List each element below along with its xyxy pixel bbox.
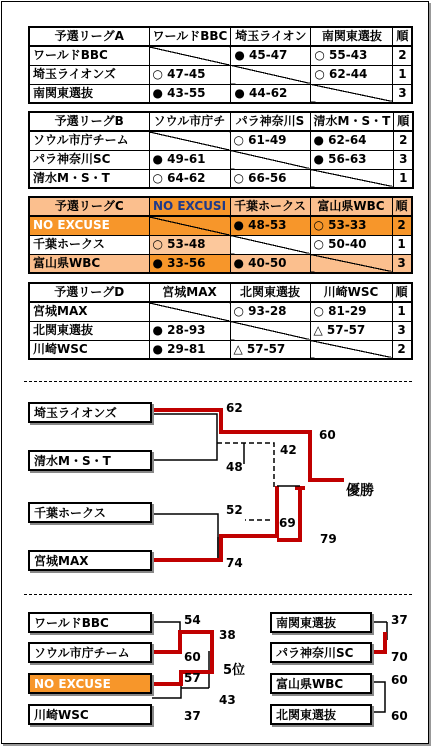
score: 48 bbox=[226, 460, 243, 474]
fifth-team-box: ワールドBBC bbox=[28, 612, 152, 633]
fifth-team-box: ソウル市庁チーム bbox=[28, 642, 152, 663]
fifth-team-box: NO EXCUSE bbox=[28, 673, 152, 694]
score: 60 bbox=[184, 650, 201, 664]
score: 38 bbox=[219, 628, 236, 642]
result-cell: △ 57-57 bbox=[310, 321, 392, 340]
team-name: 北関東選抜 bbox=[29, 321, 149, 340]
result-cell: ● 56-63 bbox=[310, 150, 394, 169]
team-name: パラ神奈川SC bbox=[29, 150, 149, 169]
result-cell: ○ 93-28 bbox=[230, 302, 310, 321]
col-header: 南関東選抜 bbox=[311, 27, 393, 46]
score: 69 bbox=[279, 516, 296, 530]
team-name: 千葉ホークス bbox=[29, 235, 149, 254]
result-cell: ○ 64-62 bbox=[149, 169, 230, 188]
other-team-box: 富山県WBC bbox=[270, 673, 372, 694]
final-team-box: 埼玉ライオンズ bbox=[28, 402, 152, 423]
other-team-box: 北関東選抜 bbox=[270, 704, 372, 725]
fifth-team-box: 川崎WSC bbox=[28, 704, 152, 725]
result-cell: ○ 61-49 bbox=[230, 131, 310, 150]
result-cell: ○ 66-56 bbox=[230, 169, 310, 188]
col-header: パラ神奈川S bbox=[230, 112, 310, 131]
result-cell: ○ 55-43 bbox=[311, 46, 393, 65]
result-cell: ○ 47-45 bbox=[149, 65, 231, 84]
rank-cell: 1 bbox=[393, 65, 413, 84]
league-title: 予選リーグA bbox=[29, 27, 149, 46]
score: 54 bbox=[184, 613, 201, 627]
score: 60 bbox=[391, 709, 408, 723]
rank-cell: 2 bbox=[394, 131, 414, 150]
col-header: 清水M・S・T bbox=[310, 112, 394, 131]
col-header: 川崎WSC bbox=[310, 283, 392, 302]
result-cell: ● 44-62 bbox=[231, 84, 311, 103]
score: 79 bbox=[320, 532, 337, 546]
result-cell: ● 33-56 bbox=[149, 254, 230, 273]
score: 74 bbox=[226, 556, 243, 570]
result-cell: ● 62-64 bbox=[310, 131, 394, 150]
score: 37 bbox=[391, 613, 408, 627]
score: 60 bbox=[319, 428, 336, 442]
col-header: 北関東選抜 bbox=[230, 283, 310, 302]
result-cell: △ 57-57 bbox=[230, 340, 310, 359]
result-cell: ● 28-93 bbox=[149, 321, 230, 340]
result-cell: ○ 53-33 bbox=[310, 216, 392, 235]
result-cell: ● 43-55 bbox=[149, 84, 231, 103]
col-header: 埼玉ライオン bbox=[231, 27, 311, 46]
col-header: 千葉ホークス bbox=[230, 197, 310, 216]
result-cell: ● 48-53 bbox=[230, 216, 310, 235]
result-cell: ○ 53-48 bbox=[149, 235, 230, 254]
score: 60 bbox=[391, 673, 408, 687]
team-name: 埼玉ライオンズ bbox=[29, 65, 149, 84]
other-team-box: 南関東選抜 bbox=[270, 612, 372, 633]
result-cell: ● 40-50 bbox=[230, 254, 310, 273]
rank-cell: 3 bbox=[394, 150, 414, 169]
rank-cell: 1 bbox=[392, 302, 412, 321]
result-cell: ● 45-47 bbox=[231, 46, 311, 65]
other-team-box: パラ神奈川SC bbox=[270, 642, 372, 663]
team-name: 川崎WSC bbox=[29, 340, 149, 359]
rank-cell: 2 bbox=[392, 216, 412, 235]
rank-cell: 1 bbox=[392, 235, 412, 254]
fifth-place-label: 5位 bbox=[223, 663, 246, 678]
rank-cell: 2 bbox=[393, 46, 413, 65]
rank-header: 順 bbox=[392, 283, 412, 302]
league-title: 予選リーグC bbox=[29, 197, 149, 216]
team-name: ソウル市庁チーム bbox=[29, 131, 149, 150]
rank-cell: 1 bbox=[394, 169, 414, 188]
result-cell: ○ 62-44 bbox=[311, 65, 393, 84]
rank-header: 順 bbox=[394, 112, 414, 131]
rank-header: 順 bbox=[393, 27, 413, 46]
result-cell: ○ 50-40 bbox=[310, 235, 392, 254]
team-name: 富山県WBC bbox=[29, 254, 149, 273]
score: 62 bbox=[226, 401, 243, 415]
score: 52 bbox=[226, 503, 243, 517]
rank-cell: 3 bbox=[392, 321, 412, 340]
col-header: ワールドBBC bbox=[149, 27, 231, 46]
league-title: 予選リーグD bbox=[29, 283, 149, 302]
col-header: 富山県WBC bbox=[310, 197, 392, 216]
col-header: NO EXCUSI bbox=[149, 197, 230, 216]
score: 42 bbox=[280, 443, 297, 457]
final-team-box: 清水M・S・T bbox=[28, 450, 152, 471]
result-cell: ● 29-81 bbox=[149, 340, 230, 359]
team-name: 南関東選抜 bbox=[29, 84, 149, 103]
result-cell: ● 49-61 bbox=[149, 150, 230, 169]
rank-cell: 2 bbox=[392, 340, 412, 359]
team-name: 清水M・S・T bbox=[29, 169, 149, 188]
team-name: 宮城MAX bbox=[29, 302, 149, 321]
final-team-box: 千葉ホークス bbox=[28, 502, 152, 523]
col-header: ソウル市庁チ bbox=[149, 112, 230, 131]
league-title: 予選リーグB bbox=[29, 112, 149, 131]
rank-cell: 3 bbox=[393, 84, 413, 103]
team-name: NO EXCUSE bbox=[29, 216, 149, 235]
rank-cell: 3 bbox=[392, 254, 412, 273]
score: 37 bbox=[184, 709, 201, 723]
champion-label: 優勝 bbox=[346, 483, 374, 499]
col-header: 宮城MAX bbox=[149, 283, 230, 302]
score: 57 bbox=[184, 671, 201, 685]
team-name: ワールドBBC bbox=[29, 46, 149, 65]
score: 43 bbox=[219, 693, 236, 707]
final-team-box: 宮城MAX bbox=[28, 550, 152, 571]
rank-header: 順 bbox=[392, 197, 412, 216]
result-cell: ○ 81-29 bbox=[310, 302, 392, 321]
score: 70 bbox=[391, 650, 408, 664]
